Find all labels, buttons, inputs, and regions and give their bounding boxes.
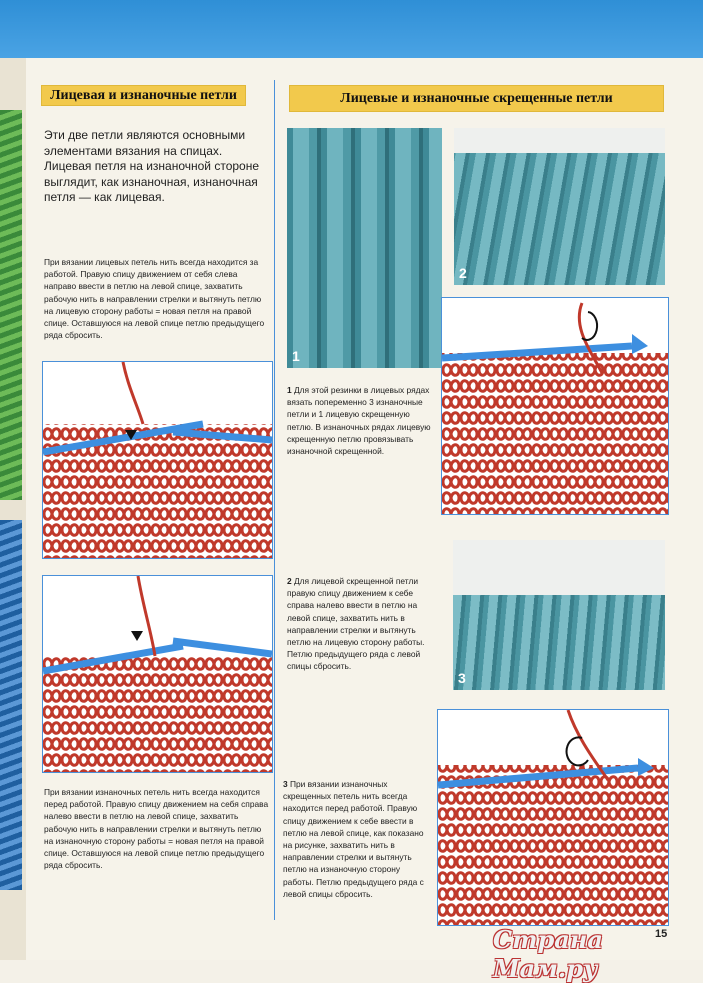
purl-instructions: При вязании изнаночных петель нить всегда находится перед работой. Правую спицу движением на себя справа налево ввести в петлю на левой спице, захватить рабочую нить в направлении стрелки и вытянуть петлю на изнаночную сторону работы = новая петля на правой спице. Оставшуюся на левой спице петлю предыдущего ряда сбросить. [44,787,269,871]
spine-green-knit-texture [0,110,22,500]
crossed-purl-diagram [437,709,669,926]
purl-stitch-diagram [42,575,273,773]
column-divider [274,80,275,920]
photo-number-1: 1 [292,348,300,364]
top-blue-band [0,0,703,58]
page-number: 15 [655,928,668,940]
photo-rib-2 [454,128,665,285]
knit-instructions: При вязании лицевых петель нить всегда находится за работой. Правую спицу движением от себя слева направо ввести в петлю на левой спице, захватить рабочую нить в направлении стрелки и вытянуть петлю на лицевую сторону работы = новая петля на правой спице. Оставшуюся на левой спице петлю предыдущего ряда сбросить. [44,257,265,341]
watermark-logo: Страна Мам.ру [493,925,603,983]
purl-diagram-svg [43,576,272,772]
crossed-knit-diagram [441,297,669,515]
right-section-header: Лицевые и изнаночные скрещенные петли [290,86,663,111]
knit-diagram-svg [43,362,272,558]
spine-blue-knit-texture [0,520,22,890]
intro-paragraph: Эти две петли являются основными элементами вязания на спицах. Лицевая петля на изнаночной стороне выглядит, как изнаночная, изнаночная петля — как лицевая. [44,128,260,204]
photo-number-3: 3 [458,670,466,686]
photo-number-2: 2 [459,265,467,281]
photo-rib-3 [453,540,665,690]
knit-stitch-diagram [42,361,273,559]
caption-2: 2 Для лицевой скрещенной петли правую спицу движением к себе справа налево ввести в петлю на левой спице, захватить нить в направлении стрелки и вытянуть петлю на лицевую сторону работы. Петлю предыдущего ряда с левой спицы сбросить. [287,576,425,672]
caption-3: 3 При вязании изнаночных скрещенных петель нить всегда находится перед работой. Правую спицу движением к себе ввести в петлю на левой спице, как показано на рисунке, захватить нить в направлении стрелки и вытянуть петлю на изнаночную сторону работы. Петлю предыдущего ряда с левой спицы сбросить. [283,779,424,899]
photo-rib-1 [287,128,442,368]
caption-1: 1 Для этой резинки в лицевых рядах вязать попеременно 3 изнаночные петли и 1 лицевую скрещенную петлю. В изнаночных рядах лицевую скрещенную петлю провязывать изнаночной скрещенной. [287,385,431,457]
left-section-header: Лицевая и изнаночные петли [42,86,245,105]
